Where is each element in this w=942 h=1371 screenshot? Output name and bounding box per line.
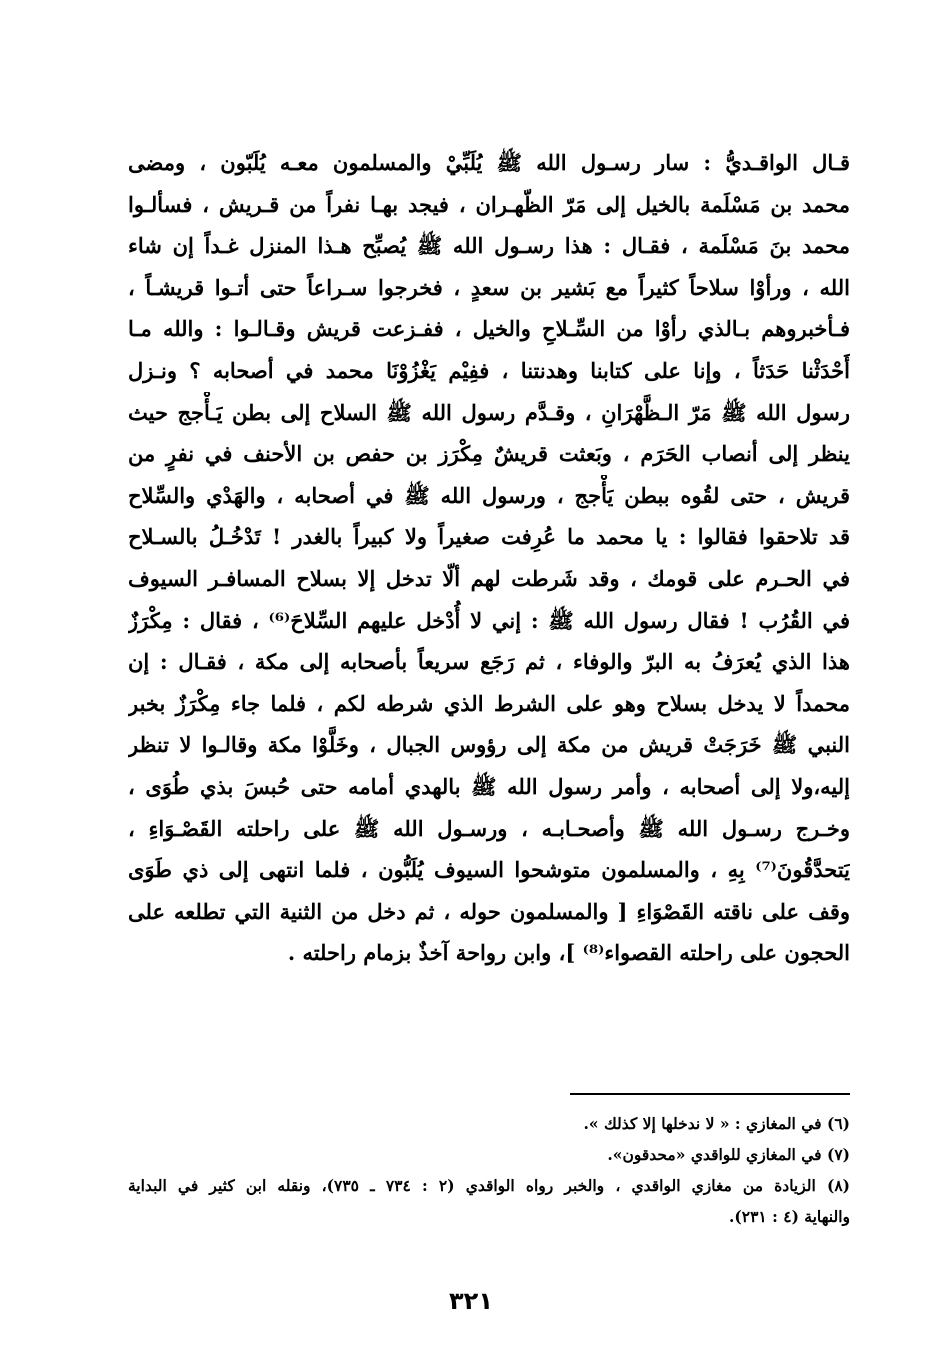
text-line: قد تلاحقوا فقالوا : يا محمد ما عُرِفت صغيراً ولا كبيراً بالغدر ! تَدْخُـلُ بالسـلاح — [128, 524, 850, 550]
text-line: رسول الله ﷺ مَرّ الـظَّهْرَانِ ، وقـدَّم رسول الله ﷺ السلاح إلى بطن يَـأْجج حيث — [128, 399, 850, 425]
text-line: وخـرج رسـول الله ﷺ وأصحـابـه ، ورسـول الله ﷺ على راحلته القَصْـوَاءِ ، — [128, 815, 850, 841]
footnote-8-continued: والنهاية (٤ : ٢٣١). — [729, 1207, 850, 1226]
text-line: الحجون على راحلته القصواء⁽⁸⁾ ]، وابن رواحة آخذٌ بزمام راحلته . — [287, 940, 850, 966]
text-line: إليه،ولا إلى أصحابه ، وأمر رسول الله ﷺ بالهدي أمامه حتى حُبسَ بذي طُوَى ، — [128, 773, 850, 799]
text-line: قريش ، حتى لقُوه ببطن يَأْجج ، ورسول الله ﷺ في أصحابه ، والهَدْي والسِّلاح — [128, 482, 850, 508]
footnote-7: (٧) في المغازي للواقدي «محدقون». — [607, 1145, 850, 1164]
text-line: محمد بنَ مَسْلَمة ، فقـال : هذا رسـول الله ﷺ يُصبِّح هـذا المنزل غـداً إن شاء — [128, 233, 850, 259]
footnote-separator — [570, 1093, 850, 1095]
text-line: هذا الذي يُعرَفُ به البرّ والوفاء ، ثم رَجَع سريعاً بأصحابه إلى مكة ، فقـال : إن — [128, 649, 850, 675]
text-line: ينظر إلى أنصاب الحَرَم ، وبَعثت قريشٌ مِكْرَز بن حفص بن الأحنف في نفرٍ من — [128, 441, 850, 467]
text-line: محمد بن مَسْلَمة بالخيل إلى مَرّ الظّهـران ، فيجد بهـا نفراً من قـريش ، فسألـوا — [128, 191, 850, 217]
footnote-8: (٨) الزيادة من مغازي الواقدي ، والخبر رواه الواقدي (٢ : ٧٣٤ ـ ٧٣٥)، ونقله ابن كثير في البداية — [128, 1176, 850, 1195]
page-number: ٣٢١ — [449, 1287, 493, 1315]
footnotes — [128, 1108, 850, 1232]
text-line: وقف على ناقته القَصْوَاءِ [ والمسلمون حوله ، ثم دخل من الثنية التي تطلعه على — [128, 898, 850, 924]
footnote-6: (٦) في المغازي : « لا ندخلها إلا كذلك ». — [583, 1114, 850, 1133]
text-line: أَحْدَثْنا حَدَثاً ، وإنا على كتابنا وهدنتنا ، ففِيْم يَغْزُوْنَا محمد في أصحابه ؟ ونـزل — [128, 357, 850, 383]
text-line: الله ، ورأوْا سلاحاً كثيراً مع بَشير بن سعدٍ ، فخرجوا سـراعاً حتى أتـوا قريشـاً ، — [128, 274, 850, 300]
text-line: في الحـرم على قومك ، وقد شَرطت لهم ألّا تدخل إلا بسلاح المسافـر السيوف — [128, 565, 850, 591]
text-line: في القُرُب ! فقال رسول الله ﷺ : إني لا أُدْخل عليهم السِّلاحَ⁽⁶⁾ ، فقال : مِكْرَزٌ — [128, 607, 850, 633]
text-line: النبي ﷺ خَرَجَتْ قريش من مكة إلى رؤوس الجبال ، وخَلَّوْا مكة وقالـوا لا تنظر — [128, 732, 850, 758]
main-text — [128, 142, 850, 974]
text-line: فـأخبروهم بـالذي رأوْا من السِّـلاحِ والخيل ، ففـزعت قريش وقـالـوا : والله مـا — [128, 316, 850, 342]
text-line: محمداً لا يدخل بسلاح وهو على الشرط الذي شرطه لكم ، فلما جاء مِكْرَزٌ بخبر — [128, 690, 850, 716]
text-line: قـال الواقـديُّ : سار رسـول الله ﷺ يُلَبِّيْ والمسلمون معـه يُلَبّون ، ومضى — [128, 150, 850, 175]
text-line: يَتحدَّقُونَ⁽⁷⁾ بِهِ ، والمسلمون متوشحوا السيوف يُلَبُّون ، فلما انتهى إلى ذي طَوَى — [128, 857, 850, 883]
